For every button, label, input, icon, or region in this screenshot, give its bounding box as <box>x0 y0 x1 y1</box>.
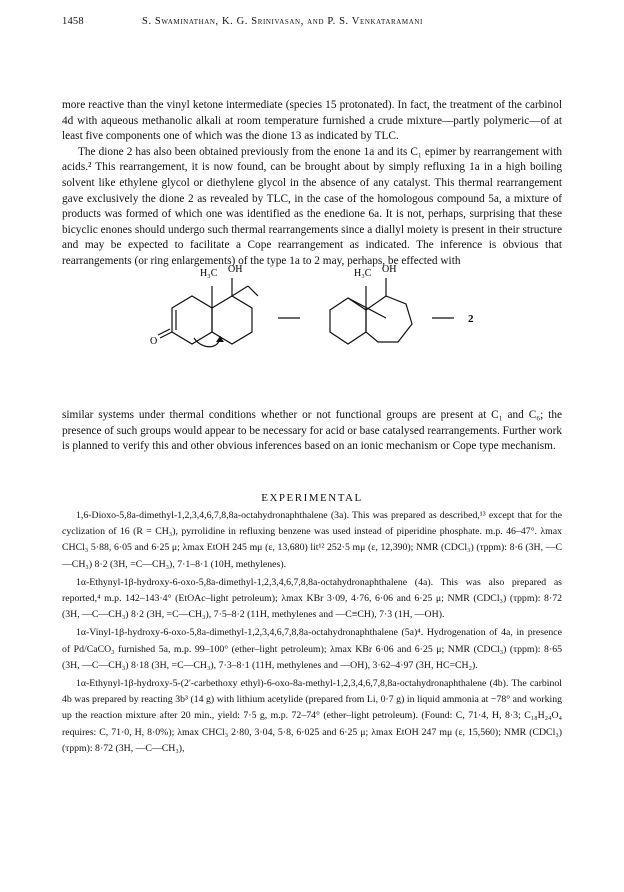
vinyl-bond-2 <box>248 286 258 296</box>
experimental-entry-3a: 1,6-Dioxo-5,8a-dimethyl-1,2,3,4,6,7,8,8a-octahydronaphthalene (3a). This was prepared as described,¹³ except that for the cyclization of 16 (R = CH₃), pyrrolidine in refluxing benzene was used instead of piperidine phosphate. m.p. 46–47°. λmax CHCl₃ 5·88, 6·05 and 6·25 μ; λmax EtOH 245 mμ (ε, 13,680) lit¹² 252·5 mμ (ε, 12,390); NMR (CDCl₃) (τppm): 8·6 (3H, —C—CH₃) 8·2 (3H, =C—CH₃), 7·1–8·1 (10H, methylenes). <box>62 510 562 570</box>
label-h3c-2: H₃C <box>354 268 372 279</box>
paragraph-3: similar systems under thermal conditions whether or not functional groups are present at C₁ and C₆; the presence of such groups would appear to be necessary for acid or base catalysed rearrangements. Further work is planned to verify this and other obvious inferences based on an ionic mechanism or Cope type mechanism. <box>62 409 562 453</box>
experimental-entry-5a: 1α-Vinyl-1β-hydroxy-6-oxo-5,8a-dimethyl-1,2,3,4,6,7,8,8a-octahydronaphthalene (5a)⁴. Hydrogenation of 4a, in presence of Pd/CaCO₃ furnished 5a, m.p. 99–100° (ether–light petroleum); λmax KBr 6·06 and 6·25 μ; NMR (CDCl₃) (τppm): 8·65 (3H, —C—CH₃) 8·18 (3H, =C—CH₃), 7·3–8·1 (11H, methylenes and —OH), 3·62–4·97 (3H, HC=CH₂). <box>62 627 562 671</box>
paragraph-2: The dione 2 has also been obtained previously from the enone 1a and its C₁ epimer by rearrangement with acids.² This rearrangement, it is now found, can be brought about by simply refluxing 1a in a high boiling solvent like ethylene glycol or diethylene glycol in the absence of any catalyst. This thermal rearrangement gave exclusively the dione 2 as revealed by TLC, in the case of the homologous compound 5a, a mixture of products was formed of which one was identified as the enedione 6a. It is not, perhaps, surprising that these bicyclic enones should undergo such thermal rearrangements since a diallyl moiety is present in their structure and may be expected to facilitate a Cope rearrangement as indicated. The inference is obvious that rearrangements (or ring enlargements) of the type 1a to 2 may, perhaps, be effected with <box>62 145 562 267</box>
structure-1 <box>158 278 258 347</box>
vinyl-bond <box>232 286 248 296</box>
experimental-section <box>62 508 562 759</box>
main-text-continued <box>62 408 562 455</box>
page-number: 1458 <box>62 16 84 27</box>
structure-2 <box>330 278 412 344</box>
label-oh-1: OH <box>228 264 243 275</box>
ring-d <box>366 296 412 342</box>
header-authors: S. Swaminathan, K. G. Srinivasan, and P. S. Venkataramani <box>142 16 423 27</box>
label-oh-2: OH <box>382 264 397 275</box>
label-h3c-1: H₃C <box>200 268 218 279</box>
curved-arrow <box>194 336 220 347</box>
experimental-entry-4a: 1α-Ethynyl-1β-hydroxy-6-oxo-5,8a-dimethyl-1,2,3,4,6,7,8,8a-octahydronaphthalene (4a). This was also prepared as reported,⁴ m.p. 142–143·4° (EtOAc–light petroleum); λmax KBr 3·09, 4·76, 6·06 and 6·25 μ; NMR (CDCl₃) (τppm): 8·72 (3H, —C—CH₃) 8·2 (3H, =C—CH₃), 7·5–8·2 (11H, methylenes and —C≡CH), 7·3 (1H, —OH). <box>62 576 562 621</box>
ring-a <box>172 296 212 344</box>
section-title: EXPERIMENTAL <box>261 492 363 504</box>
bridge-bond <box>348 298 386 318</box>
experimental-entry-4b: 1α-Ethynyl-1β-hydroxy-5-(2'-carbethoxy ethyl)-6-oxo-8a-methyl-1,2,3,4,6,7,8,8a-octahydronaphthalene (4b). The carbinol 4b was prepared by reacting 3b³ (14 g) with lithium acetylide (prepared from Li, 0·7 g) in liquid ammonia at −78° and working up the reaction mixture after 20 min., yield: 7·5 g, m.p. 72–74° (ether–light petroleum). (Found: C, 71·4, H, 8·3; C₁₈H₂₄O₄ requires: C, 71·0, H, 8·0%); λmax CHCl₃ 2·80, 3·04, 5·8, 6·025 and 6·25 μ; λmax EtOH 247 mμ (ε, 15,560); NMR (CDCl₃) (τppm): 8·72 (3H, —C—CH₃), <box>62 678 562 754</box>
reaction-scheme <box>150 238 480 366</box>
ring-b <box>212 296 252 344</box>
label-o: O <box>150 336 158 347</box>
label-product: 2 <box>468 313 474 325</box>
paragraph-1: more reactive than the vinyl ketone intermediate (species 15 protonated). In fact, the treatment of the carbinol 4d with aqueous methanolic alkali at room temperature furnished a crude mixture—partly polymeric—of at least five components one of which was the dione 13 as indicated by TLC. <box>62 99 562 143</box>
